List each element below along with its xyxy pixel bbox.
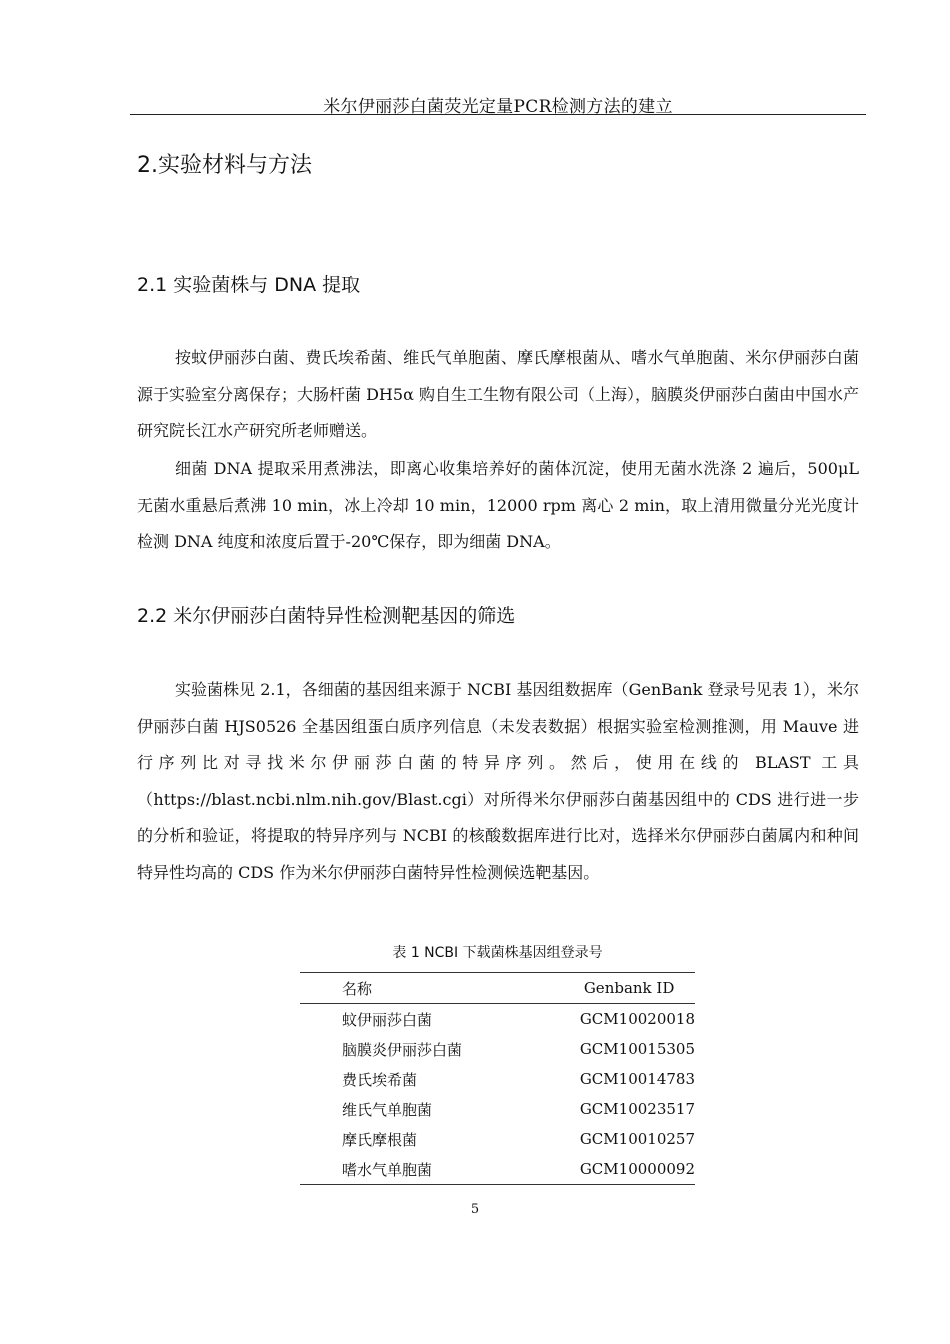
table-header-row bbox=[300, 973, 695, 1004]
strain-name-cell: 费氏埃希菌 bbox=[342, 1070, 418, 1089]
strain-name-cell: 脑膜炎伊丽莎白菌 bbox=[342, 1040, 463, 1059]
header-divider bbox=[130, 114, 866, 115]
genbank-id-cell: GCM10020018 bbox=[579, 1010, 695, 1028]
page-number: 5 bbox=[470, 1202, 480, 1217]
column-header-name: 名称 bbox=[342, 979, 373, 998]
genbank-id-cell: GCM10014783 bbox=[579, 1070, 695, 1088]
genbank-id-cell: GCM10015305 bbox=[579, 1040, 695, 1058]
subsection-title-2-1: 2.1 实验菌株与 DNA 提取 bbox=[137, 274, 361, 296]
table-caption: 表 1 NCBI 下载菌株基因组登录号 bbox=[392, 945, 603, 961]
strain-name-cell: 嗜水气单胞菌 bbox=[342, 1160, 433, 1179]
table-row bbox=[300, 1004, 695, 1035]
table-row bbox=[300, 1094, 695, 1124]
table-row bbox=[300, 1154, 695, 1185]
genbank-table bbox=[300, 972, 695, 1185]
genbank-id-cell: GCM10010257 bbox=[579, 1130, 695, 1148]
strain-name-cell: 蚊伊丽莎白菌 bbox=[342, 1010, 433, 1029]
genbank-id-cell: GCM10023517 bbox=[579, 1100, 695, 1118]
table-row bbox=[300, 1034, 695, 1064]
strain-name-cell: 摩氏摩根菌 bbox=[342, 1130, 418, 1149]
running-header: 米尔伊丽莎白菌荧光定量PCR检测方法的建立 bbox=[323, 97, 673, 117]
section-title: 2.实验材料与方法 bbox=[137, 153, 312, 178]
subsection-title-2-2: 2.2 米尔伊丽莎白菌特异性检测靶基因的筛选 bbox=[137, 605, 516, 627]
paragraph-strains: 按蚊伊丽莎白菌、费氏埃希菌、维氏气单胞菌、摩氏摩根菌从、嗜水气单胞菌、米尔伊丽莎白菌源于实验室分离保存；大肠杆菌 DH5α 购自生工生物有限公司（上海），脑膜炎伊丽莎白菌由中国水产研究院长江水产研究所老师赠送。 bbox=[137, 348, 859, 440]
genbank-id-cell: GCM10000092 bbox=[579, 1160, 695, 1178]
table-row bbox=[300, 1064, 695, 1094]
paragraph-target-gene-screening: 实验菌株见 2.1，各细菌的基因组来源于 NCBI 基因组数据库（GenBank 登录号见表 1），米尔伊丽莎白菌 HJS0526 全基因组蛋白质序列信息（未发表数据）根据实验室检测推测，用 Mauve 进行序列比对寻找米尔伊丽莎白菌的特异序列。然后，使用在线的 BLAST 工具（https://blast.ncbi.nlm.nih.gov/Blast.cgi）对所得米尔伊丽莎白菌基因组中的 CDS 进行进一步的分析和验证，将提取的特异序列与 NCBI 的核酸数据库进行比对，选择米尔伊丽莎白菌属内和种间特异性均高的 CDS 作为米尔伊丽莎白菌特异性检测候选靶基因。 bbox=[137, 680, 859, 882]
strain-name-cell: 维氏气单胞菌 bbox=[342, 1100, 433, 1119]
column-header-genbank-id: Genbank ID bbox=[583, 979, 675, 997]
table-row bbox=[300, 1124, 695, 1154]
paragraph-dna-extraction: 细菌 DNA 提取采用煮沸法，即离心收集培养好的菌体沉淀，使用无菌水洗涤 2 遍后，500μL 无菌水重悬后煮沸 10 min，冰上冷却 10 min，12000 rpm 离心 2 min，取上清用微量分光光度计检测 DNA 纯度和浓度后置于-20℃保存，即为细菌 DNA。 bbox=[137, 459, 859, 551]
